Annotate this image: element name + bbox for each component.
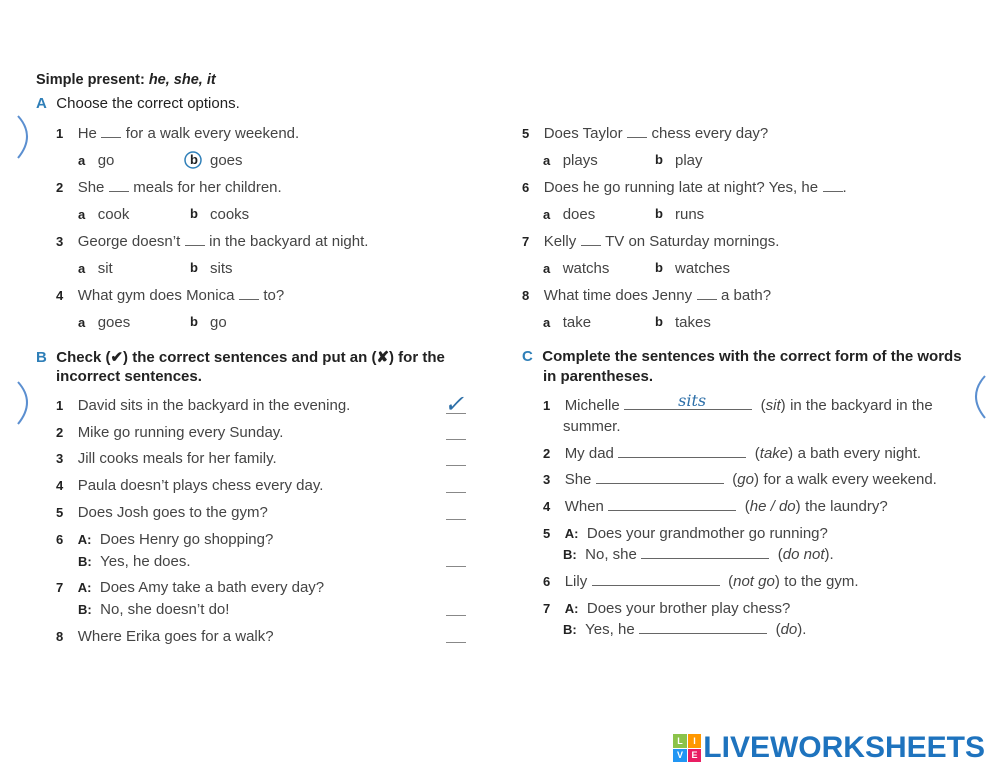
answer-blank[interactable] — [618, 445, 746, 458]
list-item-b: B: Yes, he (do). — [563, 621, 807, 638]
list-item-b: B: No, she doesn’t do! — [78, 601, 230, 618]
list-item: 2 She meals for her children. — [56, 179, 282, 196]
options-row: a go b goes — [78, 152, 243, 169]
section-instruction: Choose the correct options. — [56, 95, 240, 112]
scan-curve-icon — [965, 374, 989, 420]
answer-blank[interactable] — [592, 573, 720, 586]
answer-box[interactable] — [446, 519, 466, 520]
list-item: 3 She (go) for a walk every weekend. — [543, 471, 937, 488]
option-a[interactable]: cook — [97, 206, 130, 223]
section-b-header: B Check (✔) the correct sentences and put an (✘) for the — [36, 349, 445, 366]
list-item-b: B: No, she (do not). — [563, 546, 834, 563]
option-a[interactable]: go — [97, 152, 115, 169]
list-item: 5 Does Josh goes to the gym? — [56, 504, 268, 521]
answer-blank[interactable] — [641, 546, 769, 559]
section-instruction-line2: in parentheses. — [543, 368, 654, 385]
list-item: 6 A: Does Henry go shopping? — [56, 531, 274, 548]
option-b[interactable]: watches — [675, 260, 731, 277]
list-item: 7 A: Does Amy take a bath every day? — [56, 579, 325, 596]
answer-blank[interactable] — [627, 125, 647, 138]
list-item: 2 My dad (take) a bath every night. — [543, 445, 922, 462]
list-item: 8 Where Erika goes for a walk? — [56, 628, 274, 645]
list-item: 1 David sits in the backyard in the evening. — [56, 397, 351, 414]
section-letter: B — [36, 349, 47, 366]
selected-circle-icon — [183, 150, 203, 170]
options-row: a watchs b watches — [543, 260, 731, 277]
section-a-header — [36, 95, 240, 113]
option-b[interactable]: takes — [675, 314, 711, 331]
section-instruction-line2: incorrect sentences. — [56, 368, 202, 385]
options-row: a sit b sits — [78, 260, 233, 277]
options-row: a does b runs — [543, 206, 705, 223]
option-a[interactable]: watchs — [562, 260, 610, 277]
option-b[interactable]: cooks — [210, 206, 250, 223]
list-item: 7 A: Does your brother play chess? — [543, 600, 791, 617]
list-item: 3 Jill cooks meals for her family. — [56, 450, 277, 467]
answer-blank[interactable] — [596, 471, 724, 484]
option-b[interactable]: sits — [210, 260, 233, 277]
section-letter: C — [522, 348, 533, 365]
answer-box[interactable] — [446, 615, 466, 616]
option-a[interactable]: sit — [97, 260, 113, 277]
scan-curve-icon — [14, 380, 38, 426]
section-letter: A — [36, 95, 47, 112]
option-b[interactable]: play — [675, 152, 703, 169]
option-a[interactable]: plays — [562, 152, 598, 169]
liveworksheets-logo — [673, 731, 985, 765]
option-a[interactable]: take — [562, 314, 592, 331]
answer-box[interactable] — [446, 566, 466, 567]
options-row: a take b takes — [543, 314, 711, 331]
list-item: 2 Mike go running every Sunday. — [56, 424, 284, 441]
list-item: 6 Lily (not go) to the gym. — [543, 573, 859, 590]
logo-text: LIVEWORKSHEETS — [703, 731, 985, 764]
option-b[interactable]: goes — [210, 152, 243, 169]
answer-blank[interactable] — [239, 287, 259, 300]
answer-blank[interactable] — [101, 125, 121, 138]
options-row: a plays b play — [543, 152, 703, 169]
list-item-b: B: Yes, he does. — [78, 553, 191, 570]
answer-blank[interactable] — [624, 391, 752, 410]
scan-curve-icon — [14, 114, 38, 160]
list-item-continuation: summer. — [563, 418, 621, 435]
list-item: 4 What gym does Monica to? — [56, 287, 285, 304]
cropped-text — [540, 650, 700, 654]
list-item: 4 Paula doesn’t plays chess every day. — [56, 477, 324, 494]
list-item: 1 He for a walk every weekend. — [56, 125, 300, 142]
list-item: 7 Kelly TV on Saturday mornings. — [522, 233, 780, 250]
list-item: 5 A: Does your grandmother go running? — [543, 525, 828, 542]
answer-blank[interactable] — [581, 233, 601, 246]
list-item: 5 Does Taylor chess every day? — [522, 125, 769, 142]
logo-grid-icon: L I V E — [673, 734, 701, 762]
answer-blank[interactable] — [639, 621, 767, 634]
answer-blank[interactable] — [697, 287, 717, 300]
check-mark-icon: ✓ — [444, 390, 465, 418]
options-row: a cook b cooks — [78, 206, 250, 223]
answer-box[interactable] — [446, 465, 466, 466]
answer-box[interactable] — [446, 439, 466, 440]
answer-line — [446, 413, 466, 414]
option-b[interactable]: runs — [675, 206, 705, 223]
worksheet-title: Simple present: he, she, it — [36, 72, 216, 88]
handwritten-answer: sits — [678, 391, 707, 410]
answer-box[interactable] — [446, 492, 466, 493]
list-item: 6 Does he go running late at night? Yes, he . — [522, 179, 847, 196]
options-row: a goes b go — [78, 314, 227, 331]
answer-box[interactable] — [446, 642, 466, 643]
section-c-header: C Complete the sentences with the correct form of the words — [522, 348, 962, 365]
answer-blank[interactable] — [185, 233, 205, 246]
answer-blank[interactable] — [823, 179, 843, 192]
answer-blank[interactable] — [608, 498, 736, 511]
list-item: 4 When (he / do) the laundry? — [543, 498, 888, 515]
list-item: 8 What time does Jenny a bath? — [522, 287, 772, 304]
list-item: 1 Michelle sits (sit) in the backyard in the — [543, 391, 933, 414]
option-a[interactable]: does — [562, 206, 596, 223]
answer-blank[interactable] — [109, 179, 129, 192]
list-item: 3 George doesn’t in the backyard at night. — [56, 233, 369, 250]
option-b[interactable]: go — [210, 314, 227, 331]
option-a[interactable]: goes — [97, 314, 131, 331]
